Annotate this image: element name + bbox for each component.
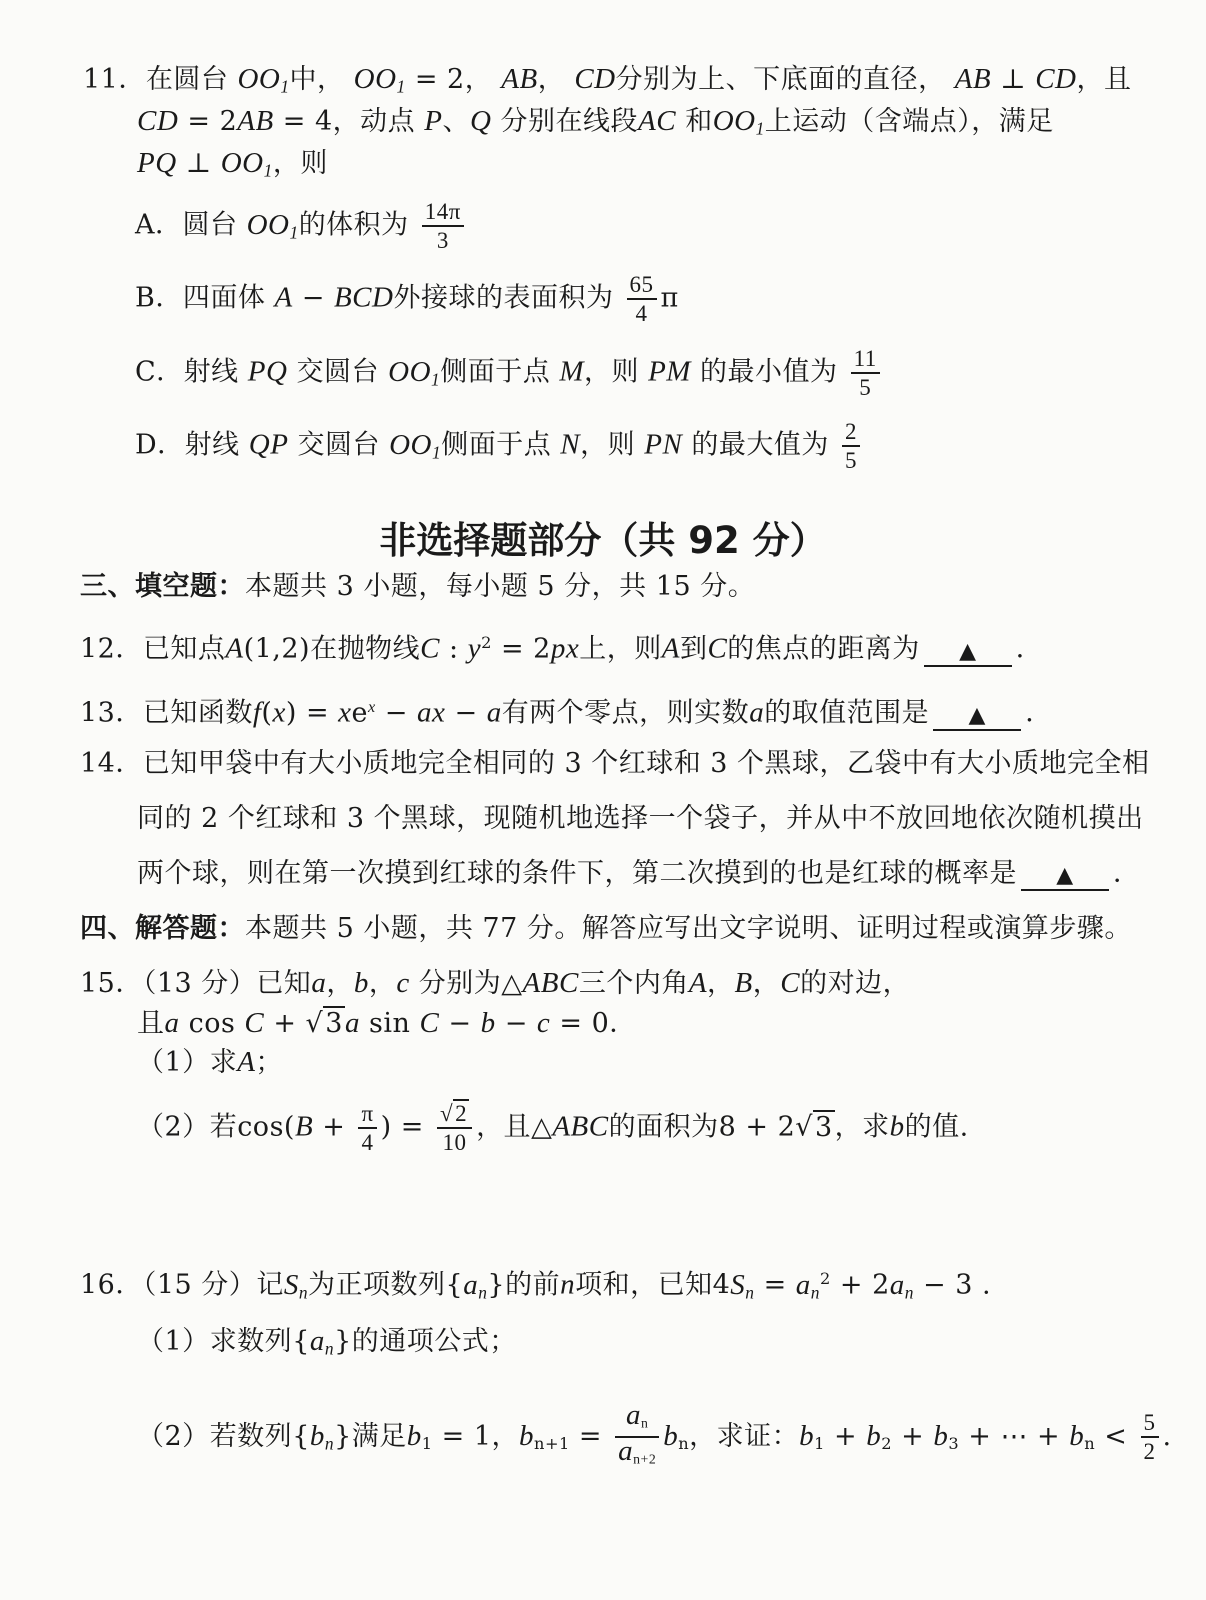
q14-line1 [80,747,1150,781]
q14-text: 同的 2 个红球和 3 个黑球，现随机地选择一个袋子，并从中不放回地依次随机摸出 [137,803,1144,834]
fraction: $\frac{√2}{10}$ [437,1100,472,1156]
denominator: 3 [436,228,449,253]
q12-end: ． [1015,633,1044,665]
q11-text: ，则 [272,148,328,179]
numerator: 11 [851,345,880,374]
option-text: 外接球的表面积为 [393,282,614,314]
q16-text: ，求证： [689,1420,800,1452]
option-text: 射线 [184,429,240,461]
option-text: ，则 [583,356,639,388]
q13-text: 的取值范围是 [764,697,930,729]
q15-text: 且 [137,1008,165,1039]
q12-text: 已知点 [142,633,226,665]
answer-blank[interactable]: ▲ [924,639,1012,667]
q15-number: 15． [80,968,143,999]
part-label: （2） [137,1420,210,1452]
part-label: （1） [137,1047,210,1078]
q15-text: 求 [209,1047,238,1078]
q12-number: 12． [80,633,143,665]
option-text: 交圆台 [297,429,381,461]
q16-score: （15 分） [142,1269,257,1301]
fraction [627,271,657,327]
q11-option-d: D．射线 QP 交圆台 $OO_1$侧面于点 N，则 PN 的最大值为 $\frac{2}{5}$ [135,418,864,474]
q11-text: ，且 [1076,64,1132,95]
option-label: B． [135,282,183,314]
part-label: （1） [137,1326,210,1357]
q14-text: 两个球，则在第一次摸到红球的条件下，第二次摸到的也是红球的概率是 [137,858,1017,889]
q15-part2: （2）若cos(B + $\frac{\pi}{4}$ ) = $\frac{√2}{10}$ ，且△ABC的面积为8 + 2√3，求b的值. [137,1101,969,1155]
part-label: （2） [137,1111,210,1143]
fraction: $\frac{\pi}{4}$ [358,1100,376,1156]
q15-text: ． [609,1008,637,1039]
part-heading: 三、填空题： [80,571,245,602]
q12: 12．已知点A(1,2)在抛物线C : $y^2 = 2px$上，则A到C的焦点的距离为 ▲ ． [80,632,1044,665]
numerator: 2 [842,418,860,447]
q16-text: . [1162,1420,1172,1452]
q16-text: 的通项公式； [351,1326,517,1357]
option-text: ，则 [580,429,636,461]
q16-part2: （2）若数列$\{b_n\}$满足$b_1 = 1$，$b_{n+1}$ = $\frac{a_n}{a_{n+2}}$ $b_n$，求证：$b_1 + b_2 + b_3$ + ⋯ + $b_n$ < $\frac{5}{2}$ . [137,1402,1172,1473]
part-desc: 本题共 3 小题，每小题 5 分，共 15 分。 [245,571,756,602]
part-desc: 本题共 5 小题，共 77 分。解答应写出文字说明、证明过程或演算步骤。 [245,913,1132,944]
q13-end: ． [1025,697,1053,729]
q15-text: ，求 [834,1111,890,1143]
q16-text: ， [491,1420,520,1452]
option-text: 交圆台 [296,356,380,388]
q15-text: 的对边， [800,968,911,999]
answer-blank[interactable]: ▲ [933,703,1021,731]
q11-option-c: C．射线 PQ 交圆台 $OO_1$侧面于点 M，则 PM 的最小值为 $\frac{11}{5}$ [135,345,884,401]
q16-number: 16． [80,1269,143,1301]
q11-text: 、 [442,106,470,137]
q11-line2: CD = 2AB = 4，动点 P、Q 分别在线段AC 和$OO_1$上运动（含端点），满足 [137,105,1054,139]
option-label: A． [135,209,183,241]
q15-line1: 15．（13 分）已知a，b，c 分别为△ABC三个内角A，B，C的对边， [80,967,911,999]
q11-text: 和 [685,106,713,137]
numerator: 14π [422,198,464,227]
q11-text: 中， [289,64,345,95]
option-text: 的最大值为 [691,429,829,461]
option-text: 的最小值为 [700,356,838,388]
part4-heading [80,912,1132,946]
q15-text: 分别为 [418,968,502,999]
fraction: $\frac{a_n}{a_{n+2}}$ [615,1402,659,1473]
numerator: 65 [627,271,657,300]
q16-text: 为正项数列 [308,1269,446,1301]
option-label: C． [135,356,184,388]
option-label: D． [135,429,185,461]
fraction [851,345,880,401]
denominator: 5 [859,375,872,400]
q13-text: 已知函数 [142,697,253,729]
q16-text: 项和，已知 [575,1269,713,1301]
q11-text: ， [537,64,566,95]
q13-number: 13． [80,697,143,729]
q14-line2 [137,802,1144,836]
q11-line1: 11．在圆台 $OO_1$中， $OO_1 = 2$， AB， CD分别为上、下底面的直径， AB ⊥ CD，且 [83,63,1132,97]
q15-text: 的值. [904,1111,969,1143]
q12-text: 的焦点的距离为 [727,633,920,665]
option-text: 四面体 [182,282,266,314]
q16-text: 记 [256,1269,284,1301]
option-text: 圆台 [182,209,238,241]
q12-text: 到 [679,633,708,665]
q11-option-b: B．四面体 A − BCD外接球的表面积为 $\frac{65}{4}$ π [135,272,679,326]
part3-heading [80,570,755,604]
denominator: 5 [844,448,857,473]
q13: 13．已知函数$f(x) = xe^x$ − ax − a有两个零点，则实数a的取值范围是 ▲ ． [80,696,1053,729]
q15-text: 的面积为 [608,1111,719,1143]
option-text: 的体积为 [298,209,409,241]
q15-text: 已知 [256,968,312,999]
fraction: $\frac{5}{2}$ [1141,1409,1159,1465]
q13-text: 有两个零点，则实数 [501,697,750,729]
q11-number: 11． [83,64,146,95]
q11-text: 上运动（含端点），满足 [764,106,1054,137]
q15-text: 三个内角 [578,968,689,999]
q11-text: ，动点 [332,106,416,137]
q16-line1: 16．（15 分）记$S_n$为正项数列$\{a_n\}$的前n项和，已知$4S_n = a_n^2 + 2a_n - 3$ . [80,1268,992,1303]
q16-text: 求数列 [209,1326,293,1357]
q14-line3 [137,857,1141,891]
q16-text: 若数列 [209,1420,293,1452]
q16-part1: （1）求数列$\{a_n\}$的通项公式； [137,1325,517,1359]
q11-text: 分别在线段 [500,106,639,137]
q15-text: 若 [209,1111,238,1143]
q15-text: ； [255,1047,283,1078]
q15-text: ，且 [476,1111,532,1143]
denominator: 4 [635,301,648,326]
q14-text: 已知甲袋中有大小质地完全相同的 3 个红球和 3 个黑球，乙袋中有大小质地完全相 [142,748,1150,779]
answer-blank[interactable]: ▲ [1021,863,1109,891]
fraction [422,198,464,254]
fraction [842,418,860,474]
q11-text: ， [464,64,493,95]
q16-text: 的前 [505,1269,561,1301]
part-heading: 四、解答题： [80,913,245,944]
q14-number: 14． [80,748,143,779]
option-text: 侧面于点 [440,356,551,388]
q11-line3: PQ ⊥ $OO_1$，则 [137,147,328,181]
q16-text: 满足 [351,1420,407,1452]
q11-option-a: A．圆台 $OO_1$的体积为 $\frac{14\pi}{3}$ [135,198,468,254]
q11-text: 在圆台 [145,64,229,95]
q15-score: （13 分） [142,968,257,999]
q15-line2: 且a cos C + √3a sin C − b − c = 0． [137,1007,637,1039]
section-title: 非选择题部分（共 92 分） [379,519,827,562]
q15-part1: （1）求A； [137,1046,283,1078]
option-text: 射线 [183,356,239,388]
option-text: 侧面于点 [441,429,552,461]
q12-text: 在抛物线 [310,633,421,665]
q14-end: ． [1113,858,1141,889]
q12-text: 上，则 [579,633,662,665]
q11-text: 分别为上、下底面的直径， [615,64,946,95]
